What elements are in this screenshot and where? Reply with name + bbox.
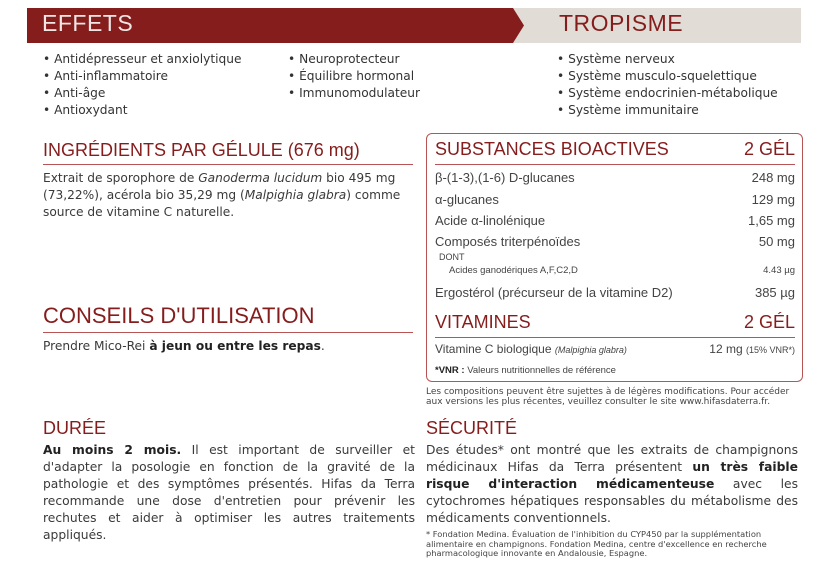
securite-footnote: * Fondation Medina. Évaluation de l'inhibition du CYP450 par la supplémentation alimentaire en champignons. Fondation Medina, centre d'excellence en recherche pharmacologique innovante en Andalousie, Espagne. (426, 529, 767, 558)
tropisme-item: • Système endocrinien-métabolique (557, 85, 778, 102)
effets-title: EFFETS (42, 10, 134, 36)
substance-value: 1,65 mg (748, 213, 795, 228)
effet-item: • Immunomodulateur (288, 85, 420, 102)
effet-item: • Neuroprotecteur (288, 51, 420, 68)
conseils-title: CONSEILS D'UTILISATION (43, 303, 315, 328)
conseils-rule (43, 332, 413, 333)
bold-text: un très faible risque d'interaction médicamenteuse (426, 460, 798, 491)
substance-value: 129 mg (751, 192, 795, 207)
vnr-text: Valeurs nutritionnelles de référence (464, 365, 616, 376)
ingredients-text (43, 170, 415, 221)
dont-label: DONT (439, 252, 465, 262)
substances-header (435, 139, 795, 160)
substance-row (435, 285, 795, 300)
text-span: ) comme source de vitamine C naturelle. (43, 188, 401, 219)
text-span: Des études* ont montré que les extraits de champignons médicinaux Hifas da Terra présentent (426, 443, 798, 474)
substance-row (435, 170, 795, 185)
substance-name: Acides ganodériques A,F,C2,D (449, 265, 578, 276)
composition-note: Les compositions peuvent être sujettes à de légères modifications. Pour accéder aux versions les plus récentes, veuillez consulter le site www.hifasdaterra.fr. (426, 387, 790, 407)
text-span: avec les cytochromes hépatiques responsables du métabolisme des médicaments conventionnels. (426, 477, 798, 525)
effet-item: • Anti-inflammatoire (43, 68, 241, 85)
duree-text (43, 442, 415, 544)
vitamines-rule (435, 337, 795, 338)
substance-name: α-glucanes (435, 192, 499, 207)
effets-list-col1 (43, 51, 241, 119)
conseils-text (43, 338, 415, 355)
substances-title: SUBSTANCES BIOACTIVES (435, 139, 669, 159)
vnr-note (435, 365, 795, 376)
text-span: Il est important de surveiller et d'adapter la posologie en fonction de la gravité de la pathologie et des symptômes présentés. Hifas da Terra recommande une dose d'entretien pour prévenir les rechutes et aider à optimiser les autres traitements appliqués. (43, 443, 415, 542)
effet-item: • Anti-âge (43, 85, 241, 102)
vitamine-name (435, 342, 627, 356)
bold-text: Au moins 2 mois. (43, 443, 182, 457)
effet-item: • Antidépresseur et anxiolytique (43, 51, 241, 68)
text-span: . (320, 339, 325, 353)
species-name: (Malpighia glabra) (554, 345, 627, 355)
text-span: Prendre Mico-Rei (43, 339, 150, 353)
tropisme-list (557, 51, 778, 119)
effet-item: • Antioxydant (43, 102, 241, 119)
substances-dose: 2 GÉL (743, 139, 795, 159)
duree-title: DURÉE (43, 418, 107, 438)
vitamine-vnr: (15% VNR*) (745, 345, 795, 355)
effet-item: • Équilibre hormonal (288, 68, 420, 85)
vitamines-dose: 2 GÉL (743, 312, 795, 332)
species-name: Ganoderma lucidum (198, 171, 323, 185)
tropisme-item: • Système nerveux (557, 51, 778, 68)
effets-list-col2 (288, 51, 420, 102)
substance-value: 248 mg (751, 170, 795, 185)
substance-name: Acide α-linolénique (435, 213, 546, 228)
substance-subrow (449, 265, 795, 276)
species-name: Malpighia glabra (244, 188, 347, 202)
ingredients-rule (43, 164, 413, 165)
vitamine-amount: 12 mg (709, 342, 743, 356)
substances-rule (435, 164, 795, 165)
substance-name: Composés triterpénoïdes (435, 234, 581, 249)
tropisme-item: • Système musculo-squelettique (557, 68, 778, 85)
tropisme-item: • Système immunitaire (557, 102, 778, 119)
substance-row (435, 192, 795, 207)
substance-value: 385 µg (754, 285, 795, 300)
substance-value: 4.43 µg (763, 265, 795, 276)
dont-label-row (439, 252, 799, 262)
substance-name: β-(1-3),(1-6) D-glucanes (435, 170, 575, 185)
vitamines-title: VITAMINES (435, 312, 531, 332)
substance-row (435, 213, 795, 228)
vitamine-label: Vitamine C biologique (435, 342, 552, 356)
securite-text (426, 442, 798, 527)
substance-row (435, 234, 795, 249)
text-span: Extrait de sporophore de (43, 171, 199, 185)
vnr-label: *VNR : (435, 365, 465, 376)
text-span: bio 495 mg (73,22%), acérola bio 35,29 mg ( (43, 171, 396, 202)
vitamine-row (435, 342, 795, 356)
tropisme-title: TROPISME (559, 10, 684, 36)
substance-value: 50 mg (758, 234, 795, 249)
substance-name: Ergostérol (précurseur de la vitamine D2) (435, 285, 673, 300)
vitamines-header (435, 312, 795, 333)
ingredients-title: INGRÉDIENTS PAR GÉLULE (676 mg) (43, 140, 360, 160)
securite-title: SÉCURITÉ (426, 418, 518, 438)
vitamine-value (709, 342, 795, 356)
bold-text: à jeun ou entre les repas (149, 339, 321, 353)
